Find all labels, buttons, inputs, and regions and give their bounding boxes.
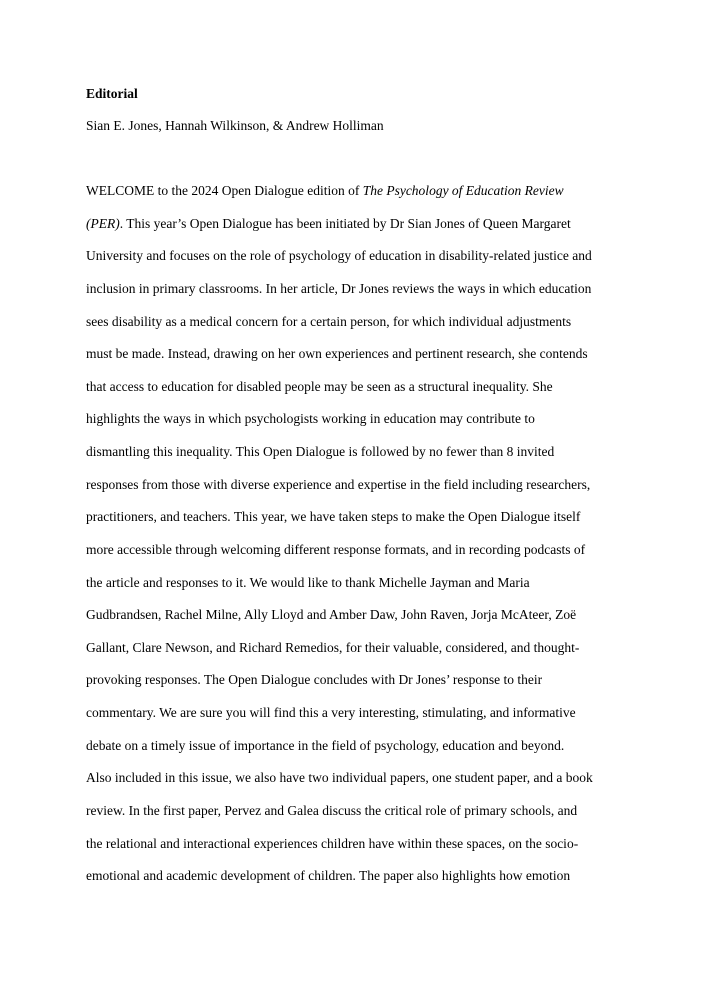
body-line-text: . This year’s Open Dialogue has been initiated by Dr Sian Jones of Queen Margaret <box>119 215 571 231</box>
body-line-text: that access to education for disabled people may be seen as a structural inequality. She <box>86 378 553 394</box>
body-line-text: practitioners, and teachers. This year, we have taken steps to make the Open Dialogue itself <box>86 509 581 525</box>
body-line <box>86 444 646 477</box>
body-line <box>86 705 646 738</box>
body-line-text: commentary. We are sure you will find this a very interesting, stimulating, and informative <box>86 705 576 720</box>
body-line-text: dismantling this inequality. This Open Dialogue is followed by no fewer than 8 invited <box>86 444 555 459</box>
body-line <box>86 542 646 575</box>
body-line-text: the relational and interactional experiences children have within these spaces, on the socio- <box>86 835 579 851</box>
body-line-text: University and focuses on the role of psychology of education in disability-related justice and <box>86 248 592 264</box>
body-line <box>86 803 646 836</box>
body-line-text: Gallant, Clare Newson, and Richard Remedios, for their valuable, considered, and thought- <box>86 639 580 655</box>
body-line-text: responses from those with diverse experience and expertise in the field including researchers, <box>86 476 591 492</box>
body-line <box>86 509 646 542</box>
body-line <box>86 248 646 281</box>
body-line-text: inclusion in primary classrooms. In her article, Dr Jones reviews the ways in which education <box>86 280 592 296</box>
body-paragraph <box>86 183 646 901</box>
body-line <box>86 770 646 803</box>
body-line <box>86 575 646 608</box>
body-line <box>86 868 646 901</box>
body-line <box>86 836 646 869</box>
body-line <box>86 379 646 412</box>
body-line <box>86 216 646 249</box>
body-line <box>86 314 646 347</box>
body-line-text: sees disability as a medical concern for a certain person, for which individual adjustments <box>86 313 572 329</box>
body-line <box>86 640 646 673</box>
body-line <box>86 346 646 379</box>
journal-title-italic: (PER) <box>86 215 120 231</box>
body-line <box>86 281 646 314</box>
body-line-text: debate on a timely issue of importance in the field of psychology, education and beyond. <box>86 737 565 753</box>
body-line-text: the article and responses to it. We would like to thank Michelle Jayman and Maria <box>86 574 530 590</box>
body-line-text: WELCOME to the 2024 Open Dialogue edition of <box>86 183 363 198</box>
body-line-text: highlights the ways in which psychologists working in education may contribute to <box>86 411 535 427</box>
body-line-text: must be made. Instead, drawing on her own experiences and pertinent research, she contends <box>86 346 588 362</box>
body-line <box>86 672 646 705</box>
body-line-text: Also included in this issue, we also have two individual papers, one student paper, and a book <box>86 770 593 786</box>
body-line-text: emotional and academic development of children. The paper also highlights how emotion <box>86 868 571 884</box>
body-line <box>86 411 646 444</box>
journal-title-italic: The Psychology of Education Review <box>362 183 564 198</box>
body-line-text: provoking responses. The Open Dialogue concludes with Dr Jones’ response to their <box>86 672 543 688</box>
author-list: Sian E. Jones, Hannah Wilkinson, & Andrew Holliman <box>86 118 384 133</box>
body-line-text: more accessible through welcoming different response formats, and in recording podcasts of <box>86 541 586 557</box>
body-line <box>86 183 646 216</box>
body-line-text: Gudbrandsen, Rachel Milne, Ally Lloyd and Amber Daw, John Raven, Jorja McAteer, Zoë <box>86 607 577 623</box>
body-line <box>86 477 646 510</box>
body-line <box>86 738 646 771</box>
body-line <box>86 607 646 640</box>
page-title: Editorial <box>86 86 138 101</box>
body-line-text: review. In the first paper, Pervez and Galea discuss the critical role of primary schools, and <box>86 802 578 818</box>
